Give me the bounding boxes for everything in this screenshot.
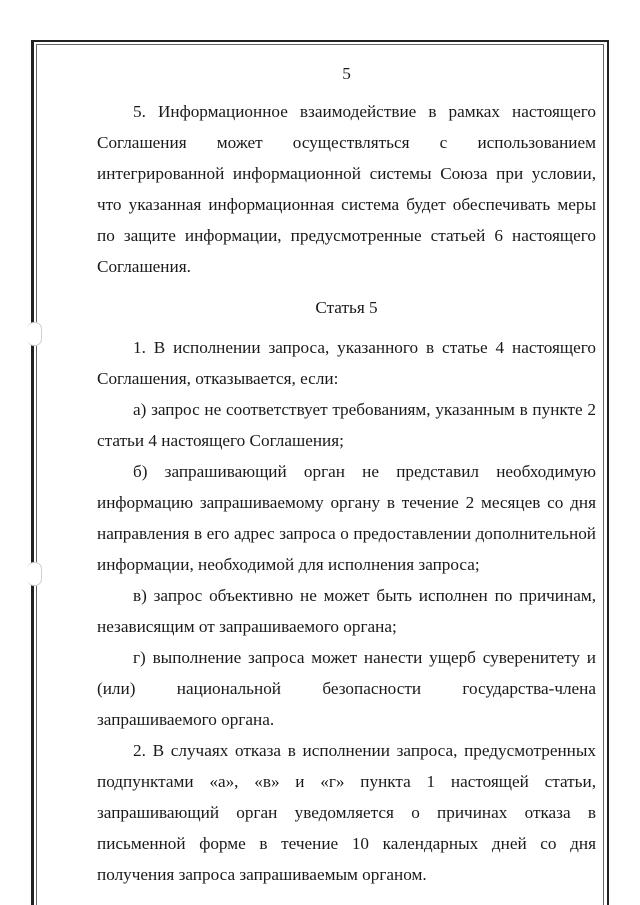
page-frame-top-border xyxy=(31,40,609,42)
page-frame-inner-left-border xyxy=(36,44,37,905)
page-frame-inner-right-border xyxy=(603,44,604,905)
binding-hole-lower xyxy=(27,562,42,586)
paragraph-item-1: 1. В исполнении запроса, указанного в статье 4 настоящего Соглашения, отказывается, если: xyxy=(97,338,596,388)
binding-hole-upper xyxy=(27,322,42,346)
document-body xyxy=(97,58,596,890)
subparagraph-a: а) запрос не соответствует требованиям, указанным в пункте 2 статьи 4 настоящего Соглашения; xyxy=(97,400,596,450)
paragraph-item-5: 5. Информационное взаимодействие в рамках настоящего Соглашения может осуществляться с использованием интегрированной информационной системы Союза при условии, что указанная информационная система будет обеспечивать меры по защите информации, предусмотренные статьей 6 настоящего Соглашения. xyxy=(97,102,596,276)
article-heading: Статья 5 xyxy=(315,298,378,317)
page-frame-right-border xyxy=(607,40,609,905)
page-number: 5 xyxy=(342,64,351,83)
subparagraph-g: г) выполнение запроса может нанести ущерб суверенитету и (или) национальной безопасности государства-члена запрашиваемого органа. xyxy=(97,648,596,729)
paragraph-item-2: 2. В случаях отказа в исполнении запроса, предусмотренных подпунктами «а», «в» и «г» пункта 1 настоящей статьи, запрашивающий орган уведомляется о причинах отказа в письменной форме в течение 10 календарных дней со дня получения запроса запрашиваемым органом. xyxy=(97,741,596,884)
subparagraph-v: в) запрос объективно не может быть исполнен по причинам, независящим от запрашиваемого органа; xyxy=(97,586,596,636)
page-frame-inner-top-border xyxy=(36,44,604,45)
page-frame-left-border xyxy=(31,40,34,905)
subparagraph-b: б) запрашивающий орган не представил необходимую информацию запрашиваемому органу в течение 2 месяцев со дня направления в его адрес запроса о предоставлении дополнительной информации, необходимой для исполнения запроса; xyxy=(97,462,596,574)
